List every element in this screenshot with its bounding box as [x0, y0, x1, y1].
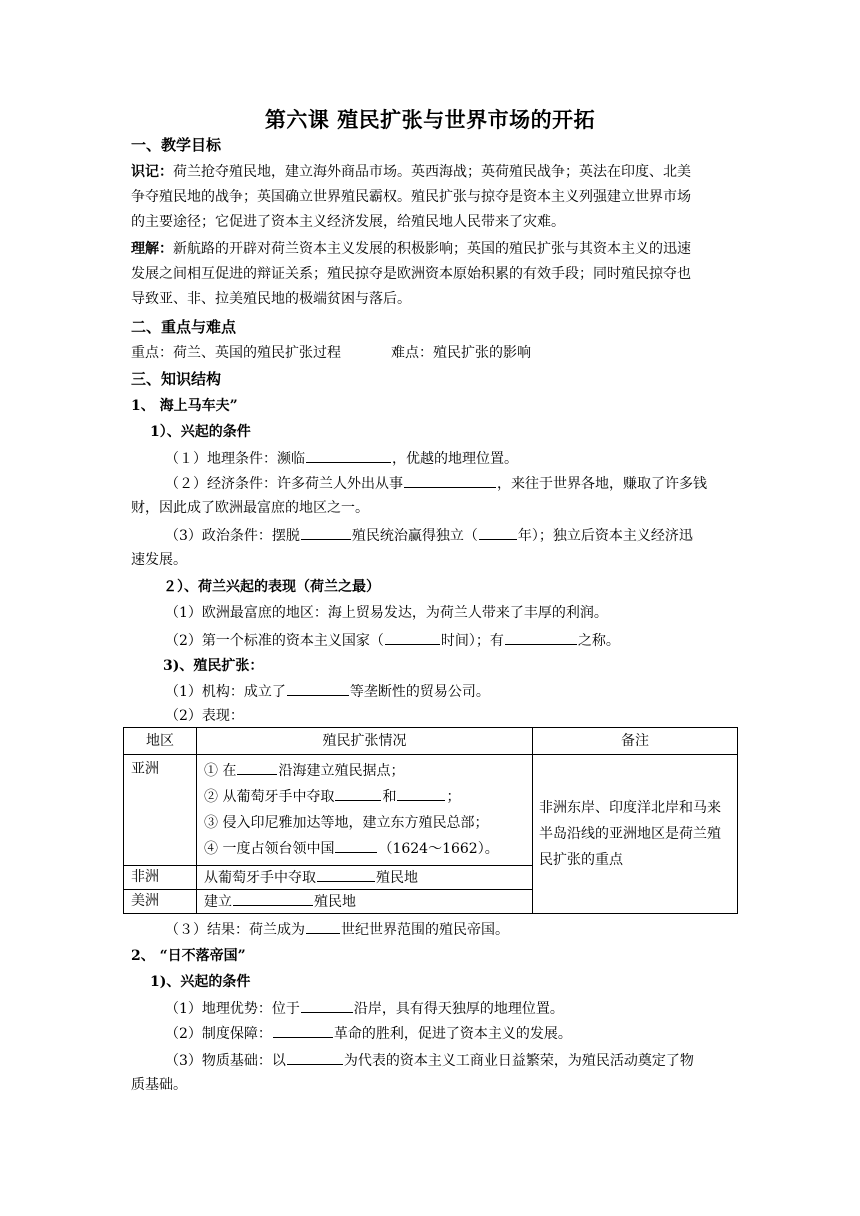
section-heading-objectives: 一、教学目标: [131, 136, 222, 154]
understand-label: 理解：: [131, 241, 173, 257]
colony-table: [123, 727, 738, 914]
fill-blank: [301, 524, 351, 540]
condition-politics-text-4: 速发展。: [131, 552, 187, 568]
condition-geo-text: （１）地理条件：濒临: [165, 451, 305, 467]
header-note: 备注: [533, 728, 738, 755]
understand-text-3: 导致亚、非、拉美殖民地的极端贫困与落后。: [131, 291, 411, 307]
header-region: 地区: [124, 728, 197, 755]
fill-blank: [306, 918, 340, 934]
fill-blank: [397, 785, 445, 801]
condition-politics: [165, 524, 775, 547]
america-text-2: 殖民地: [314, 894, 356, 910]
cell-note: 非洲东岸、印度洋北岸和马来半岛沿线的亚洲地区是荷兰殖民扩张的重点: [533, 755, 738, 914]
first-capitalist: [165, 629, 775, 652]
page-title: 第六课 殖民扩张与世界市场的开拓: [264, 107, 596, 132]
result-text: （３）结果：荷兰成为: [165, 922, 305, 938]
part1-sub3: 3)、殖民扩张：: [163, 658, 264, 674]
section-heading-structure: 三、知识结构: [131, 370, 222, 388]
table-row-asia: [124, 755, 738, 866]
first-capitalist-text-3: 之称。: [577, 633, 620, 649]
paragraph-recall: [131, 161, 741, 183]
africa-text-2: 殖民地: [376, 870, 418, 886]
header-situation: 殖民扩张情况: [197, 728, 533, 755]
expansion-show: （2）表现：: [165, 708, 244, 724]
asia-item-2-text-3: ；: [446, 789, 461, 805]
understand-text-1: 新航路的开辟对荷兰资本主义发展的积极影响；英国的殖民扩张与其资本主义的迅速: [173, 241, 691, 257]
cell-africa-situation: [197, 866, 533, 890]
result-line: [165, 918, 775, 941]
fill-blank: [505, 629, 577, 645]
fill-blank: [335, 785, 381, 801]
table-header-row: [124, 728, 738, 755]
part2-sub1: 1)、兴起的条件: [150, 974, 251, 990]
expansion-org: [165, 680, 775, 703]
first-capitalist-text: （2）第一个标准的资本主义国家（: [165, 633, 384, 649]
condition-geo: [165, 447, 775, 470]
key-point: 重点：荷兰、英国的殖民扩张过程: [131, 345, 341, 361]
britain-material: [165, 1049, 775, 1072]
fill-blank: [273, 1022, 333, 1038]
most-rich: （1）欧洲最富庶的地区：海上贸易发达，为荷兰人带来了丰厚的利润。: [165, 605, 608, 621]
britain-geo-text-2: 沿岸，具有得天独厚的地理位置。: [353, 1001, 564, 1017]
fill-blank: [287, 680, 349, 696]
asia-item-4-text-2: （1624～1662）。: [378, 841, 499, 857]
recall-label: 识记：: [131, 164, 173, 180]
cell-asia-situation: [197, 755, 533, 866]
keypoints-row: [131, 342, 741, 364]
asia-item-2: [204, 784, 525, 810]
expansion-org-text-2: 等垄断性的贸易公司。: [349, 684, 490, 700]
condition-econ-text-2: ，来往于世界各地，赚取了许多钱: [497, 476, 707, 492]
part1-sub2: ２）、荷兰兴起的表现（荷兰之最）: [163, 579, 380, 595]
britain-system-text: （2）制度保障：: [165, 1026, 272, 1042]
asia-item-2-text-2: 和: [382, 789, 397, 805]
expansion-org-text: （1）机构：成立了: [165, 684, 286, 700]
condition-econ: [165, 472, 775, 495]
asia-item-2-text: ② 从葡萄牙手中夺取: [204, 789, 335, 805]
condition-geo-text-2: ，优越的地理位置。: [392, 451, 518, 467]
africa-text: 从葡萄牙手中夺取: [204, 870, 316, 886]
condition-politics-text: （3）政治条件：摆脱: [165, 528, 300, 544]
britain-material-text-2: 为代表的资本主义工商业日益繁荣，为殖民活动奠定了物: [343, 1053, 694, 1069]
cell-asia: 亚洲: [124, 755, 197, 866]
cell-america: 美洲: [124, 890, 197, 914]
fill-blank: [335, 837, 377, 853]
part1-title: 1、 海上马车夫”: [131, 398, 238, 414]
asia-item-1-text: ① 在: [204, 763, 237, 779]
fill-blank: [385, 629, 440, 645]
fill-blank: [317, 866, 375, 882]
america-text: 建立: [204, 894, 232, 910]
understand-text-2: 发展之间相互促进的辩证关系；殖民掠夺是欧洲资本原始积累的有效手段；同时殖民掠夺也: [131, 266, 691, 282]
britain-material-text: （3）物质基础：以: [165, 1053, 286, 1069]
cell-america-situation: [197, 890, 533, 914]
britain-geo-text: （1）地理优势：位于: [165, 1001, 300, 1017]
condition-politics-text-3: 年）；独立后资本主义经济迅: [517, 528, 693, 544]
fill-blank: [306, 447, 391, 463]
recall-text-3: 的主要途径；它促进了资本主义经济发展，给殖民地人民带来了灾难。: [131, 214, 565, 230]
condition-econ-text: （２）经济条件：许多荷兰人外出从事: [165, 476, 403, 492]
part1-sub1: 1）、兴起的条件: [150, 424, 251, 440]
result-text-2: 世纪世界范围的殖民帝国。: [341, 922, 509, 938]
section-heading-keypoints: 二、重点与难点: [131, 318, 237, 336]
fill-blank: [233, 890, 313, 906]
paragraph-understand: [131, 238, 741, 260]
recall-text-1: 荷兰抢夺殖民地，建立海外商品市场。英西海战；英荷殖民战争；英法在印度、北美: [173, 164, 691, 180]
asia-item-4-text: ④ 一度占领台领中国: [204, 841, 335, 857]
britain-material-text-3: 质基础。: [131, 1077, 187, 1093]
britain-geo: [165, 997, 775, 1020]
asia-item-4: [204, 836, 525, 862]
asia-item-1-text-2: 沿海建立殖民据点；: [278, 763, 405, 779]
asia-item-3: ③ 侵入印尼雅加达等地，建立东方殖民总部；: [204, 815, 489, 831]
fill-blank: [287, 1049, 343, 1065]
part2-title: 2、 “日不落帝国”: [131, 948, 246, 964]
first-capitalist-text-2: 时间）；有: [440, 633, 504, 649]
condition-econ-text-3: 财，因此成了欧洲最富庶的地区之一。: [131, 500, 369, 516]
difficulty-point: 难点：殖民扩张的影响: [391, 345, 531, 361]
fill-blank: [237, 759, 277, 775]
cell-africa: 非洲: [124, 866, 197, 890]
condition-politics-text-2: 殖民统治赢得独立（: [351, 528, 478, 544]
asia-item-1: [204, 758, 525, 784]
fill-blank: [301, 997, 353, 1013]
britain-system-text-2: 革命的胜利，促进了资本主义的发展。: [333, 1026, 572, 1042]
recall-text-2: 争夺殖民地的战争；英国确立世界殖民霸权。殖民扩张与掠夺是资本主义列强建立世界市场: [131, 189, 691, 205]
fill-blank: [404, 472, 496, 488]
fill-blank: [479, 524, 517, 540]
britain-system: [165, 1022, 775, 1045]
